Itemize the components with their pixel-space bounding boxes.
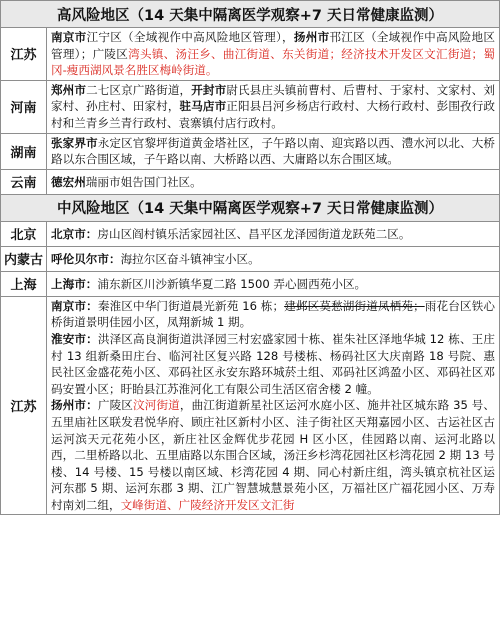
province-jiangsu-medium: 江苏 <box>1 296 47 515</box>
area-description <box>47 80 500 133</box>
city-name: 郑州市 <box>51 82 87 97</box>
area-description <box>47 271 500 296</box>
city-name: 淮安市： <box>51 331 98 346</box>
area-text: ，曲江街道新星社区运河水庭小区、施井社区城东路 35 号、五里庙社区联发君悦华府、顾庄社区新村小区、洼子街社区天翔嘉园小区、古运社区古运河滨天元花苑小区，新庄社区金辉优步花园 H 区小区，佳园路以南、运河北路以西，二里桥路以北、五里庙路以东围合区域，汤汪乡杉湾花园社区杉湾花园 2 期 13 号楼、14 号楼、15 号楼以南区域、杉湾花园 4 期、同心村新庄组，湾头镇京杭社区运河东郡 5 期、运河东郡 3 期、江广智慧城慧景苑小区，万福社区广福花园小区、万寿村南刘二组， <box>51 398 495 512</box>
area-description <box>47 28 500 81</box>
area-text: 广陵区 <box>97 398 134 413</box>
area-description <box>47 133 500 169</box>
area-description <box>47 246 500 271</box>
area-text: 江宁区（全域视作中高风险地区管理）， <box>86 30 294 44</box>
city-name: 北京市： <box>51 226 98 241</box>
city-area-item <box>51 397 495 513</box>
area-text: 瑞丽市姐告国门社区。 <box>85 174 202 189</box>
area-text: 永定区官黎坪街道黄金塔社区，子午路以南、迎宾路以西、澧水河以北、大桥路以东合围区域，子午路以南、大桥路以西、大庸路以东合围区域。 <box>51 135 495 167</box>
province-henan: 河南 <box>1 80 47 133</box>
jiangsu-medium-areas <box>47 296 500 515</box>
province-shanghai: 上海 <box>1 271 47 296</box>
city-name: 开封市 <box>191 82 227 97</box>
area-text: 尉氏县庄头镇前曹村、后曹村、于家村、文家村、刘家村、孙庄村、田家村， <box>51 82 495 114</box>
city-name: 扬州市： <box>51 398 98 413</box>
area-text: 二七区京广路街道， <box>86 82 192 97</box>
area-text: 海拉尔区奋斗镇神宝小区。 <box>120 251 260 266</box>
province-jiangsu-high: 江苏 <box>1 28 47 81</box>
city-name: 扬州市 <box>293 30 330 44</box>
city-name: 上海市： <box>51 276 98 291</box>
highlighted-area-text: 湾头镇、汤汪乡、曲江街道、东关街道；经济技术开发区文汇街道；蜀冈-瘦西湖风景名胜区梅岭街道。 <box>51 46 495 78</box>
medium-risk-header: 中风险地区（14 天集中隔离医学观察+7 天日常健康监测） <box>1 194 500 221</box>
area-description <box>47 169 500 194</box>
city-name: 德宏州 <box>51 174 86 189</box>
area-text: 洪泽区高良涧街道洪泽园三村宏盛家园十栋、崔朱社区泽地华城 12 栋、王庄村 13 组新桑田庄台、临河社区复兴路 128 号楼栋、杨码社区大庆南路 18 号院、惠民社区金盛花苑小区、邓码社区永安东路环城菸土组、邓码社区鸿盈小区、邓码社区邓码安置小区；盱眙县江苏淮河化工有限公司生活区宿舍楼 2 幢。 <box>51 331 495 396</box>
province-inner-mongolia: 内蒙古 <box>1 246 47 271</box>
highlighted-area-text: 文峰街道、广陵经济开发区文汇街 <box>120 497 295 512</box>
city-name: 呼伦贝尔市： <box>51 251 121 266</box>
city-name: 驻马店市 <box>179 99 227 114</box>
province-yunnan: 云南 <box>1 169 47 194</box>
struck-area-text: 建邺区莫愁湖街道凤栖苑； <box>284 298 425 313</box>
area-text: 秦淮区中华门街道晨光新苑 16 栋； <box>97 298 285 313</box>
area-text: 房山区阎村镇乐活家园社区、昌平区龙泽园街道龙跃苑二区。 <box>97 226 411 241</box>
city-area-item <box>51 331 495 397</box>
city-name: 张家界市 <box>51 135 98 150</box>
area-text: 浦东新区川沙新镇华夏二路 1500 弄心圆西苑小区。 <box>97 276 367 291</box>
province-hunan: 湖南 <box>1 133 47 169</box>
area-description <box>47 221 500 246</box>
area-text: 正阳县吕河乡杨店行政村、大杨行政村、彭围孜行政村和兰青乡兰青行政村、袁寨镇付店行政村。 <box>51 99 495 130</box>
city-area-item <box>51 298 495 331</box>
city-name: 南京市 <box>51 30 87 44</box>
area-text: 雨花台区铁心桥街道景明佳园小区，凤翔新城 1 期。 <box>51 298 495 330</box>
province-beijing: 北京 <box>1 221 47 246</box>
area-text: 邗江区（全域视作中高风险地区管理）；广陵区 <box>51 30 495 61</box>
high-risk-header: 高风险地区（14 天集中隔离医学观察+7 天日常健康监测） <box>1 1 500 28</box>
highlighted-area-text: 汶河街道 <box>133 398 180 413</box>
city-name: 南京市： <box>51 298 98 313</box>
